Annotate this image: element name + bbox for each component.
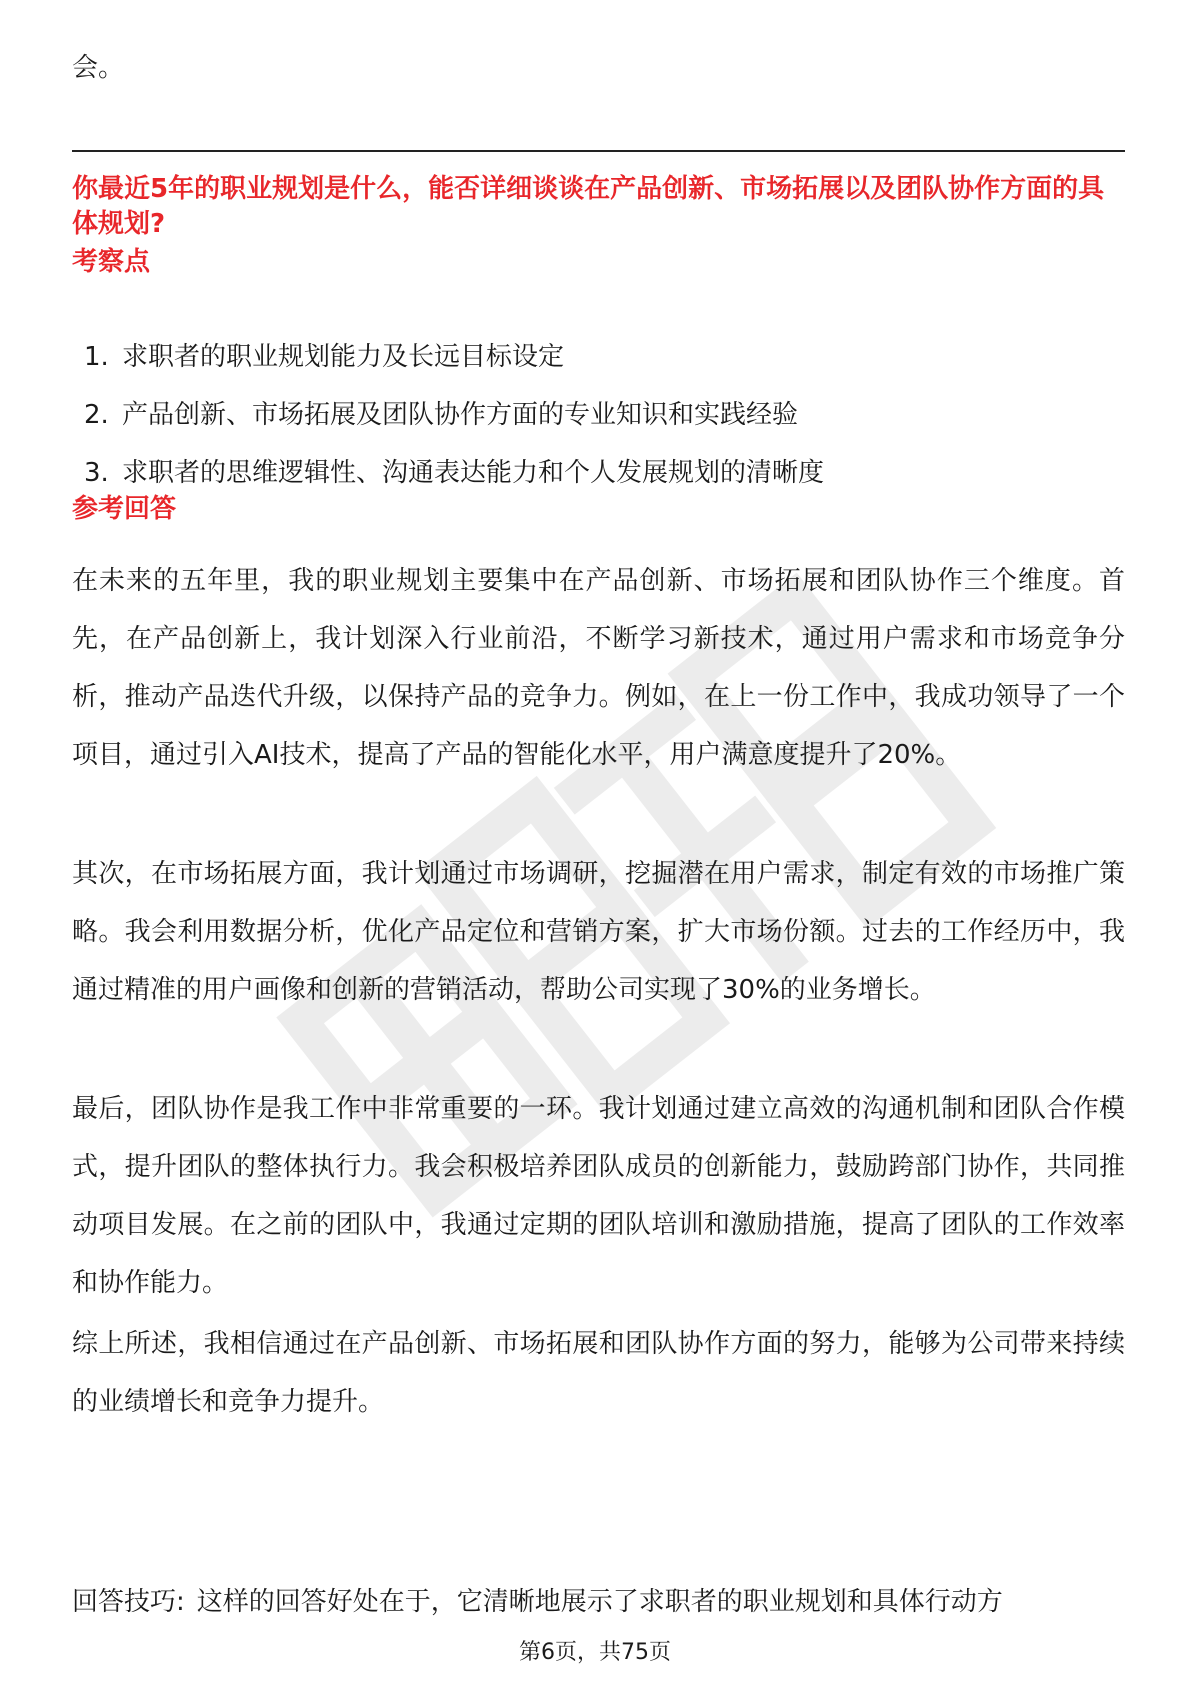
focus-point-text: 求职者的职业规划能力及长远目标设定 <box>122 342 565 372</box>
focus-points-list <box>84 336 824 510</box>
answer-paragraph: 最后，团队协作是我工作中非常重要的一环。我计划通过建立高效的沟通机制和团队合作模式，提升团队的整体执行力。我会积极培养团队成员的创新能力，鼓励跨部门协作，共同推动项目发展。在之前的团队中，我通过定期的团队培训和激励措施，提高了团队的工作效率和协作能力。 <box>72 1094 1125 1298</box>
focus-point-text: 产品创新、市场拓展及团队协作方面的专业知识和实践经验 <box>122 400 799 430</box>
answer-paragraph: 综上所述，我相信通过在产品创新、市场拓展和团队协作方面的努力，能够为公司带来持续的业绩增长和竞争力提升。 <box>72 1329 1125 1417</box>
tips-label: 回答技巧: <box>72 1587 185 1617</box>
focus-point <box>84 336 824 394</box>
section-divider <box>72 150 1125 152</box>
focus-point <box>84 452 824 510</box>
answer-paragraph: 在未来的五年里，我的职业规划主要集中在产品创新、市场拓展和团队协作三个维度。首先，在产品创新上，我计划深入行业前沿，不断学习新技术，通过用户需求和市场竞争分析，推动产品迭代升级，以保持产品的竞争力。例如，在上一份工作中，我成功领导了一个项目，通过引入AI技术，提高了产品的智能化水平，用户满意度提升了20%。 <box>72 566 1125 770</box>
focus-point-number: 2. <box>84 400 109 430</box>
tips-text: 这样的回答好处在于，它清晰地展示了求职者的职业规划和具体行动方 <box>196 1587 1003 1617</box>
focus-point-text: 求职者的思维逻辑性、沟通表达能力和个人发展规划的清晰度 <box>122 458 825 488</box>
previous-answer-ending: 会。 <box>72 53 125 83</box>
focus-point-number: 3. <box>84 458 109 488</box>
answer-section-title: 参考回答 <box>72 494 177 524</box>
answer-tips <box>72 1582 1125 1622</box>
focus-point <box>84 394 824 452</box>
focus-point-number: 1. <box>84 342 109 372</box>
answer-paragraph: 其次，在市场拓展方面，我计划通过市场调研，挖掘潜在用户需求，制定有效的市场推广策略。我会利用数据分析，优化产品定位和营销方案，扩大市场份额。过去的工作经历中，我通过精准的用户画像和创新的营销活动，帮助公司实现了30%的业务增长。 <box>72 859 1125 1005</box>
interview-question: 你最近5年的职业规划是什么，能否详细谈谈在产品创新、市场拓展以及团队协作方面的具体规划? <box>72 174 1105 239</box>
page-indicator: 第6页，共75页 <box>519 1640 671 1665</box>
focus-section-title: 考察点 <box>72 247 151 277</box>
